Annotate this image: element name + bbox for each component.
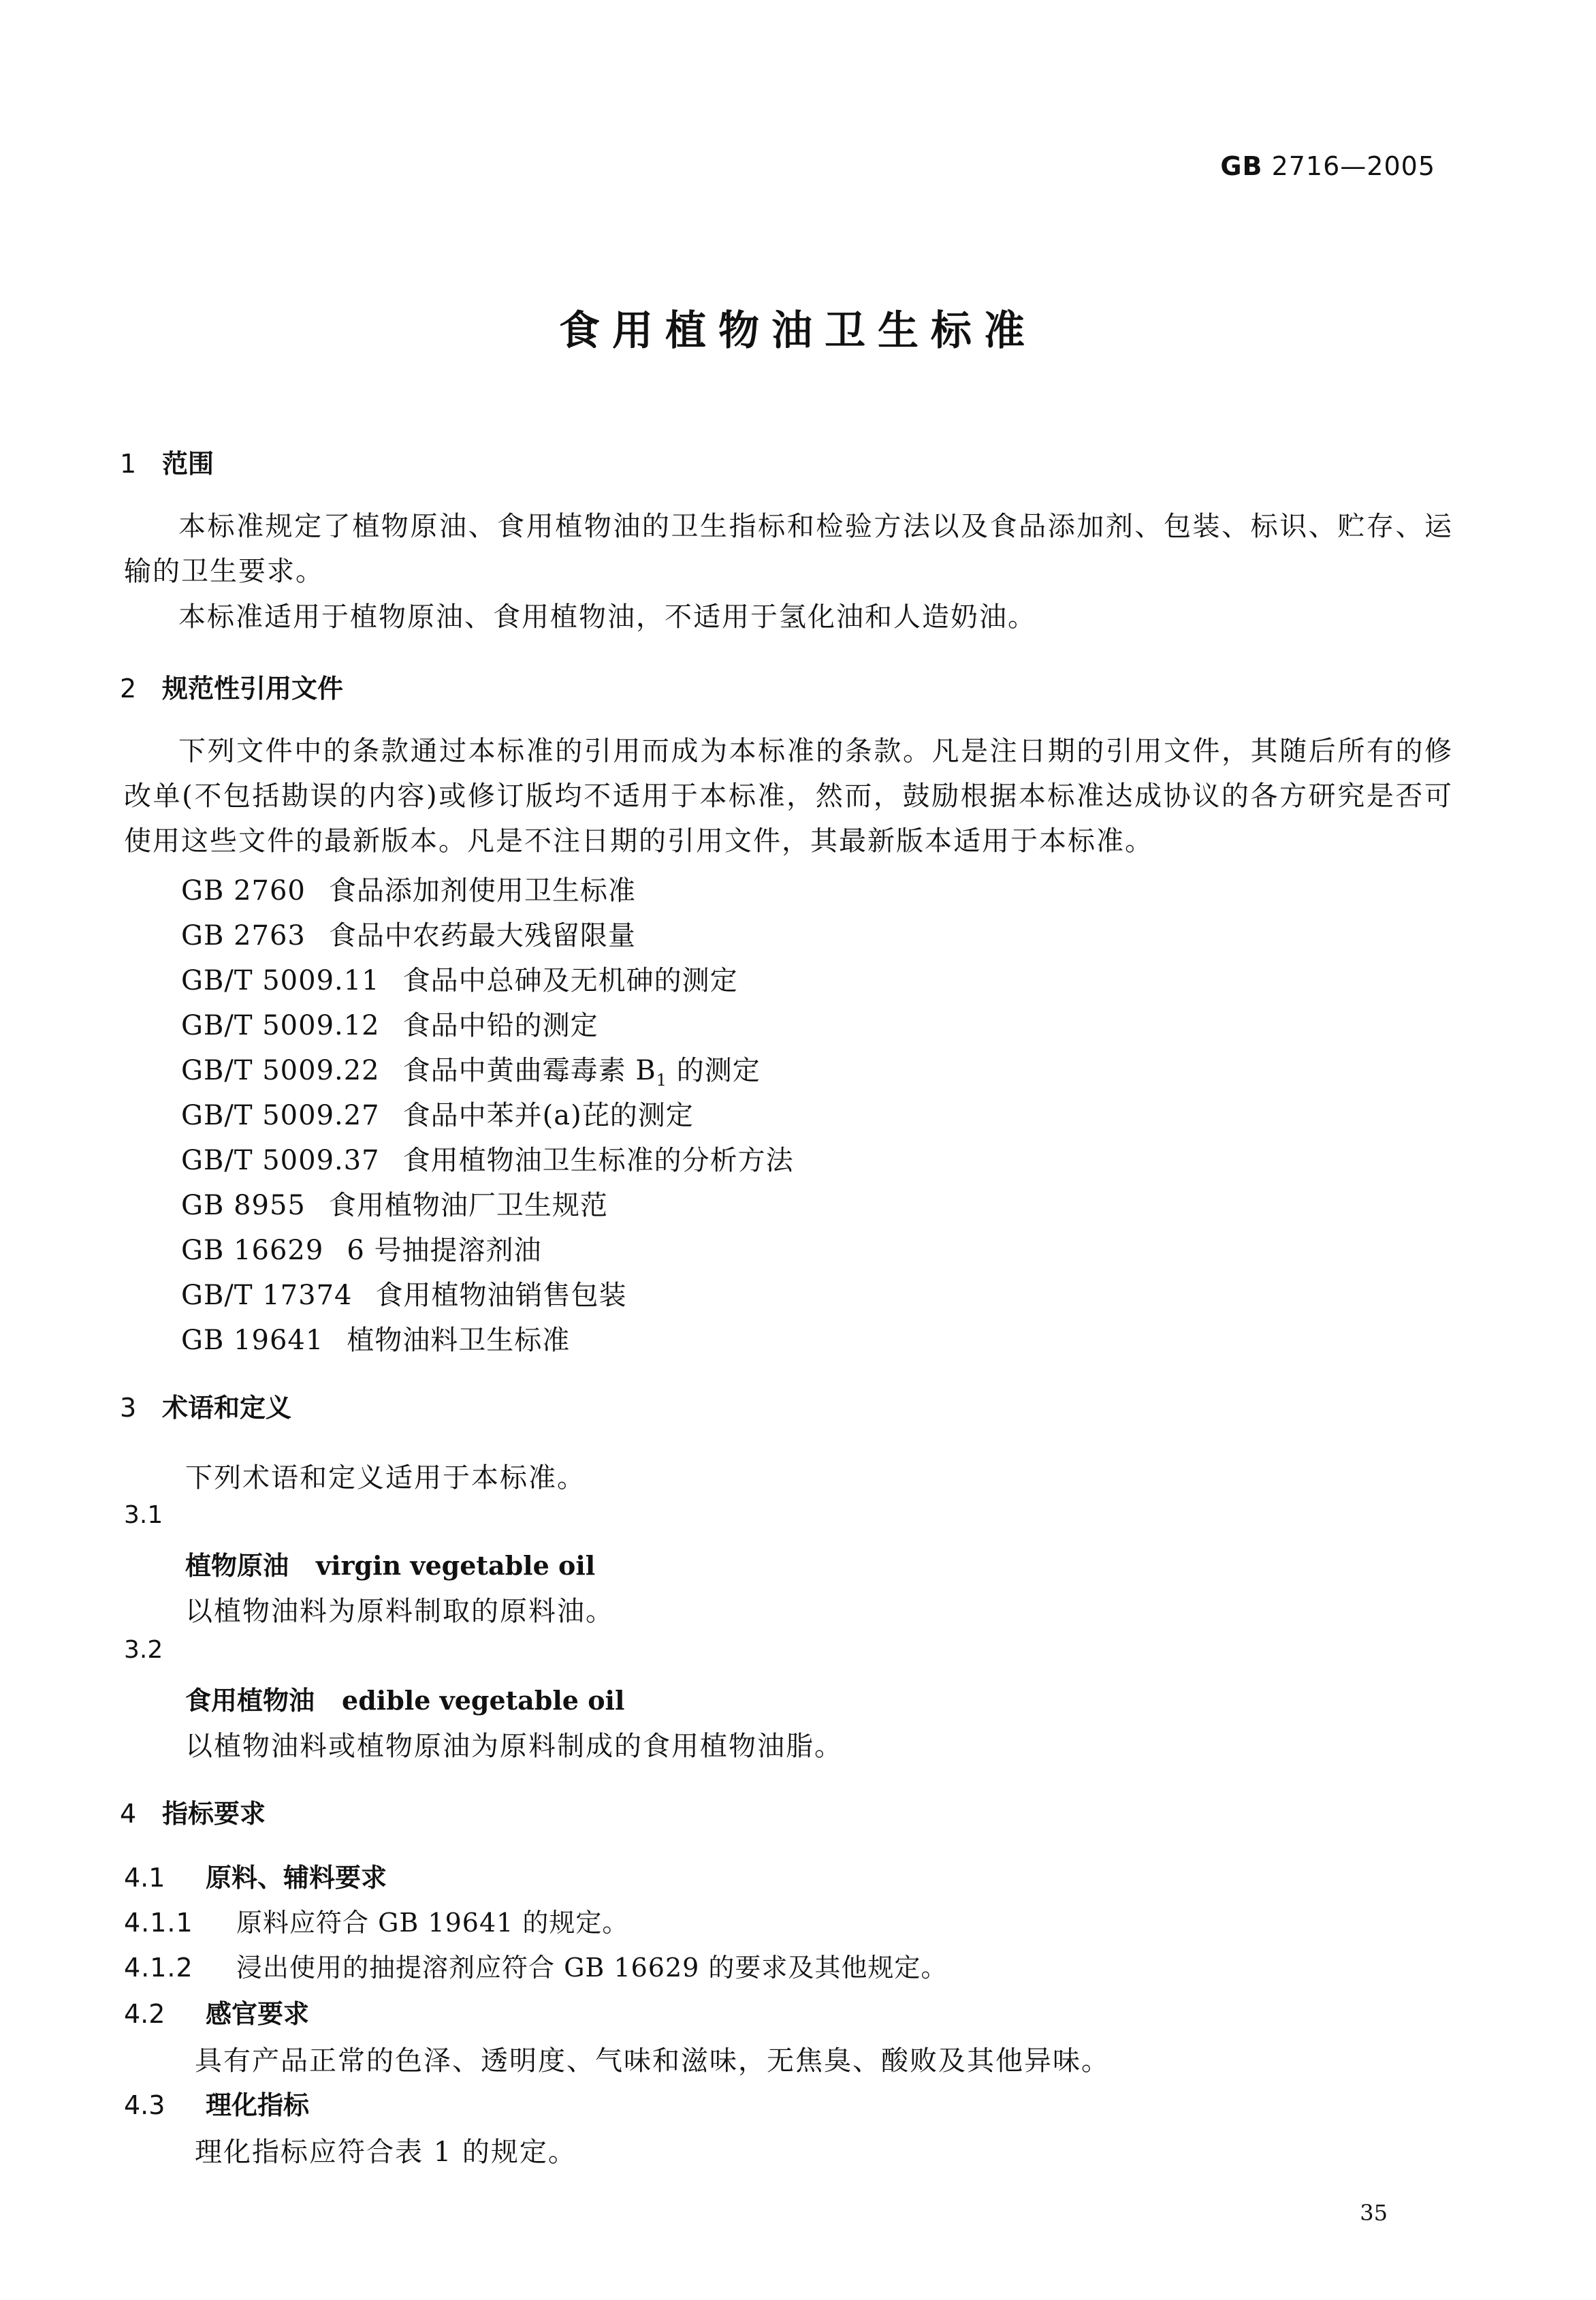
- reference-item: GB/T 5009.22 食品中黄曲霉毒素 $B_1$ 的测定: [181, 1055, 761, 1090]
- section-4-2-heading: 4.2 感官要求: [124, 1999, 310, 2029]
- section-2-heading: 2 规范性引用文件: [120, 674, 344, 704]
- section-4-1-heading: 4.1 原料、辅料要求: [124, 1863, 387, 1893]
- document-code: GB 2716—2005: [1220, 151, 1435, 181]
- term-3-2-definition: 以植物油料或植物原油为原料制成的食用植物油脂。: [185, 1731, 843, 1762]
- reference-item: GB/T 5009.12 食品中铅的测定: [181, 1010, 598, 1041]
- reference-item: GB 19641 植物油料卫生标准: [181, 1325, 571, 1356]
- section-4-2-text: 具有产品正常的色泽、透明度、气味和滋味，无焦臭、酸败及其他异味。: [195, 2045, 1110, 2077]
- section-3-intro: 下列术语和定义适用于本标准。: [185, 1462, 586, 1494]
- reference-item: GB/T 5009.11 食品中总砷及无机砷的测定: [181, 965, 738, 996]
- document-title: 食用植物油卫生标准: [559, 307, 1037, 355]
- reference-item: GB/T 5009.27 食品中苯并(a)芘的测定: [181, 1100, 694, 1131]
- reference-item: GB/T 5009.37 食用植物油卫生标准的分析方法: [181, 1145, 794, 1176]
- section-4-heading: 4 指标要求: [120, 1799, 266, 1829]
- section-2-paragraph: 下列文件中的条款通过本标准的引用而成为本标准的条款。凡是注日期的引用文件，其随后所有的修改单(不包括勘误的内容)或修订版均不适用于本标准，然而，鼓励根据本标准达成协议的各方研究是否可使用这些文件的最新版本。凡是不注日期的引用文件，其最新版本适用于本标准。: [124, 736, 1453, 857]
- reference-item: GB/T 17374 食用植物油销售包装: [181, 1280, 627, 1311]
- term-3-1-definition: 以植物油料为原料制取的原料油。: [185, 1596, 614, 1627]
- reference-item: GB 2763 食品中农药最大残留限量: [181, 920, 636, 951]
- section-4-1-2: 4.1.2 浸出使用的抽提溶剂应符合 GB 16629 的要求及其他规定。: [124, 1953, 948, 1983]
- section-1-heading: 1 范围: [120, 449, 214, 479]
- section-1-paragraph-1: 本标准规定了植物原油、食用植物油的卫生指标和检验方法以及食品添加剂、包装、标识、贮存、运输的卫生要求。: [124, 511, 1453, 587]
- section-4-1-1: 4.1.1 原料应符合 GB 19641 的规定。: [124, 1908, 629, 1938]
- term-3-1: 植物原油 virgin vegetable oil: [185, 1550, 596, 1581]
- reference-item: GB 2760 食品添加剂使用卫生标准: [181, 875, 636, 907]
- term-3-2: 食用植物油 edible vegetable oil: [185, 1685, 625, 1716]
- term-3-2-number: 3.2: [124, 1636, 163, 1664]
- section-4-3-text: 理化指标应符合表 1 的规定。: [195, 2137, 577, 2168]
- term-3-1-number: 3.1: [124, 1501, 163, 1529]
- section-4-3-heading: 4.3 理化指标: [124, 2090, 310, 2120]
- section-3-heading: 3 术语和定义: [120, 1393, 292, 1423]
- page-number: 35: [1360, 2200, 1388, 2226]
- reference-item: GB 8955 食用植物油厂卫生规范: [181, 1190, 608, 1221]
- section-1-paragraph-2: 本标准适用于植物原油、食用植物油，不适用于氢化油和人造奶油。: [178, 601, 1036, 633]
- reference-item: GB 16629 6 号抽提溶剂油: [181, 1235, 542, 1266]
